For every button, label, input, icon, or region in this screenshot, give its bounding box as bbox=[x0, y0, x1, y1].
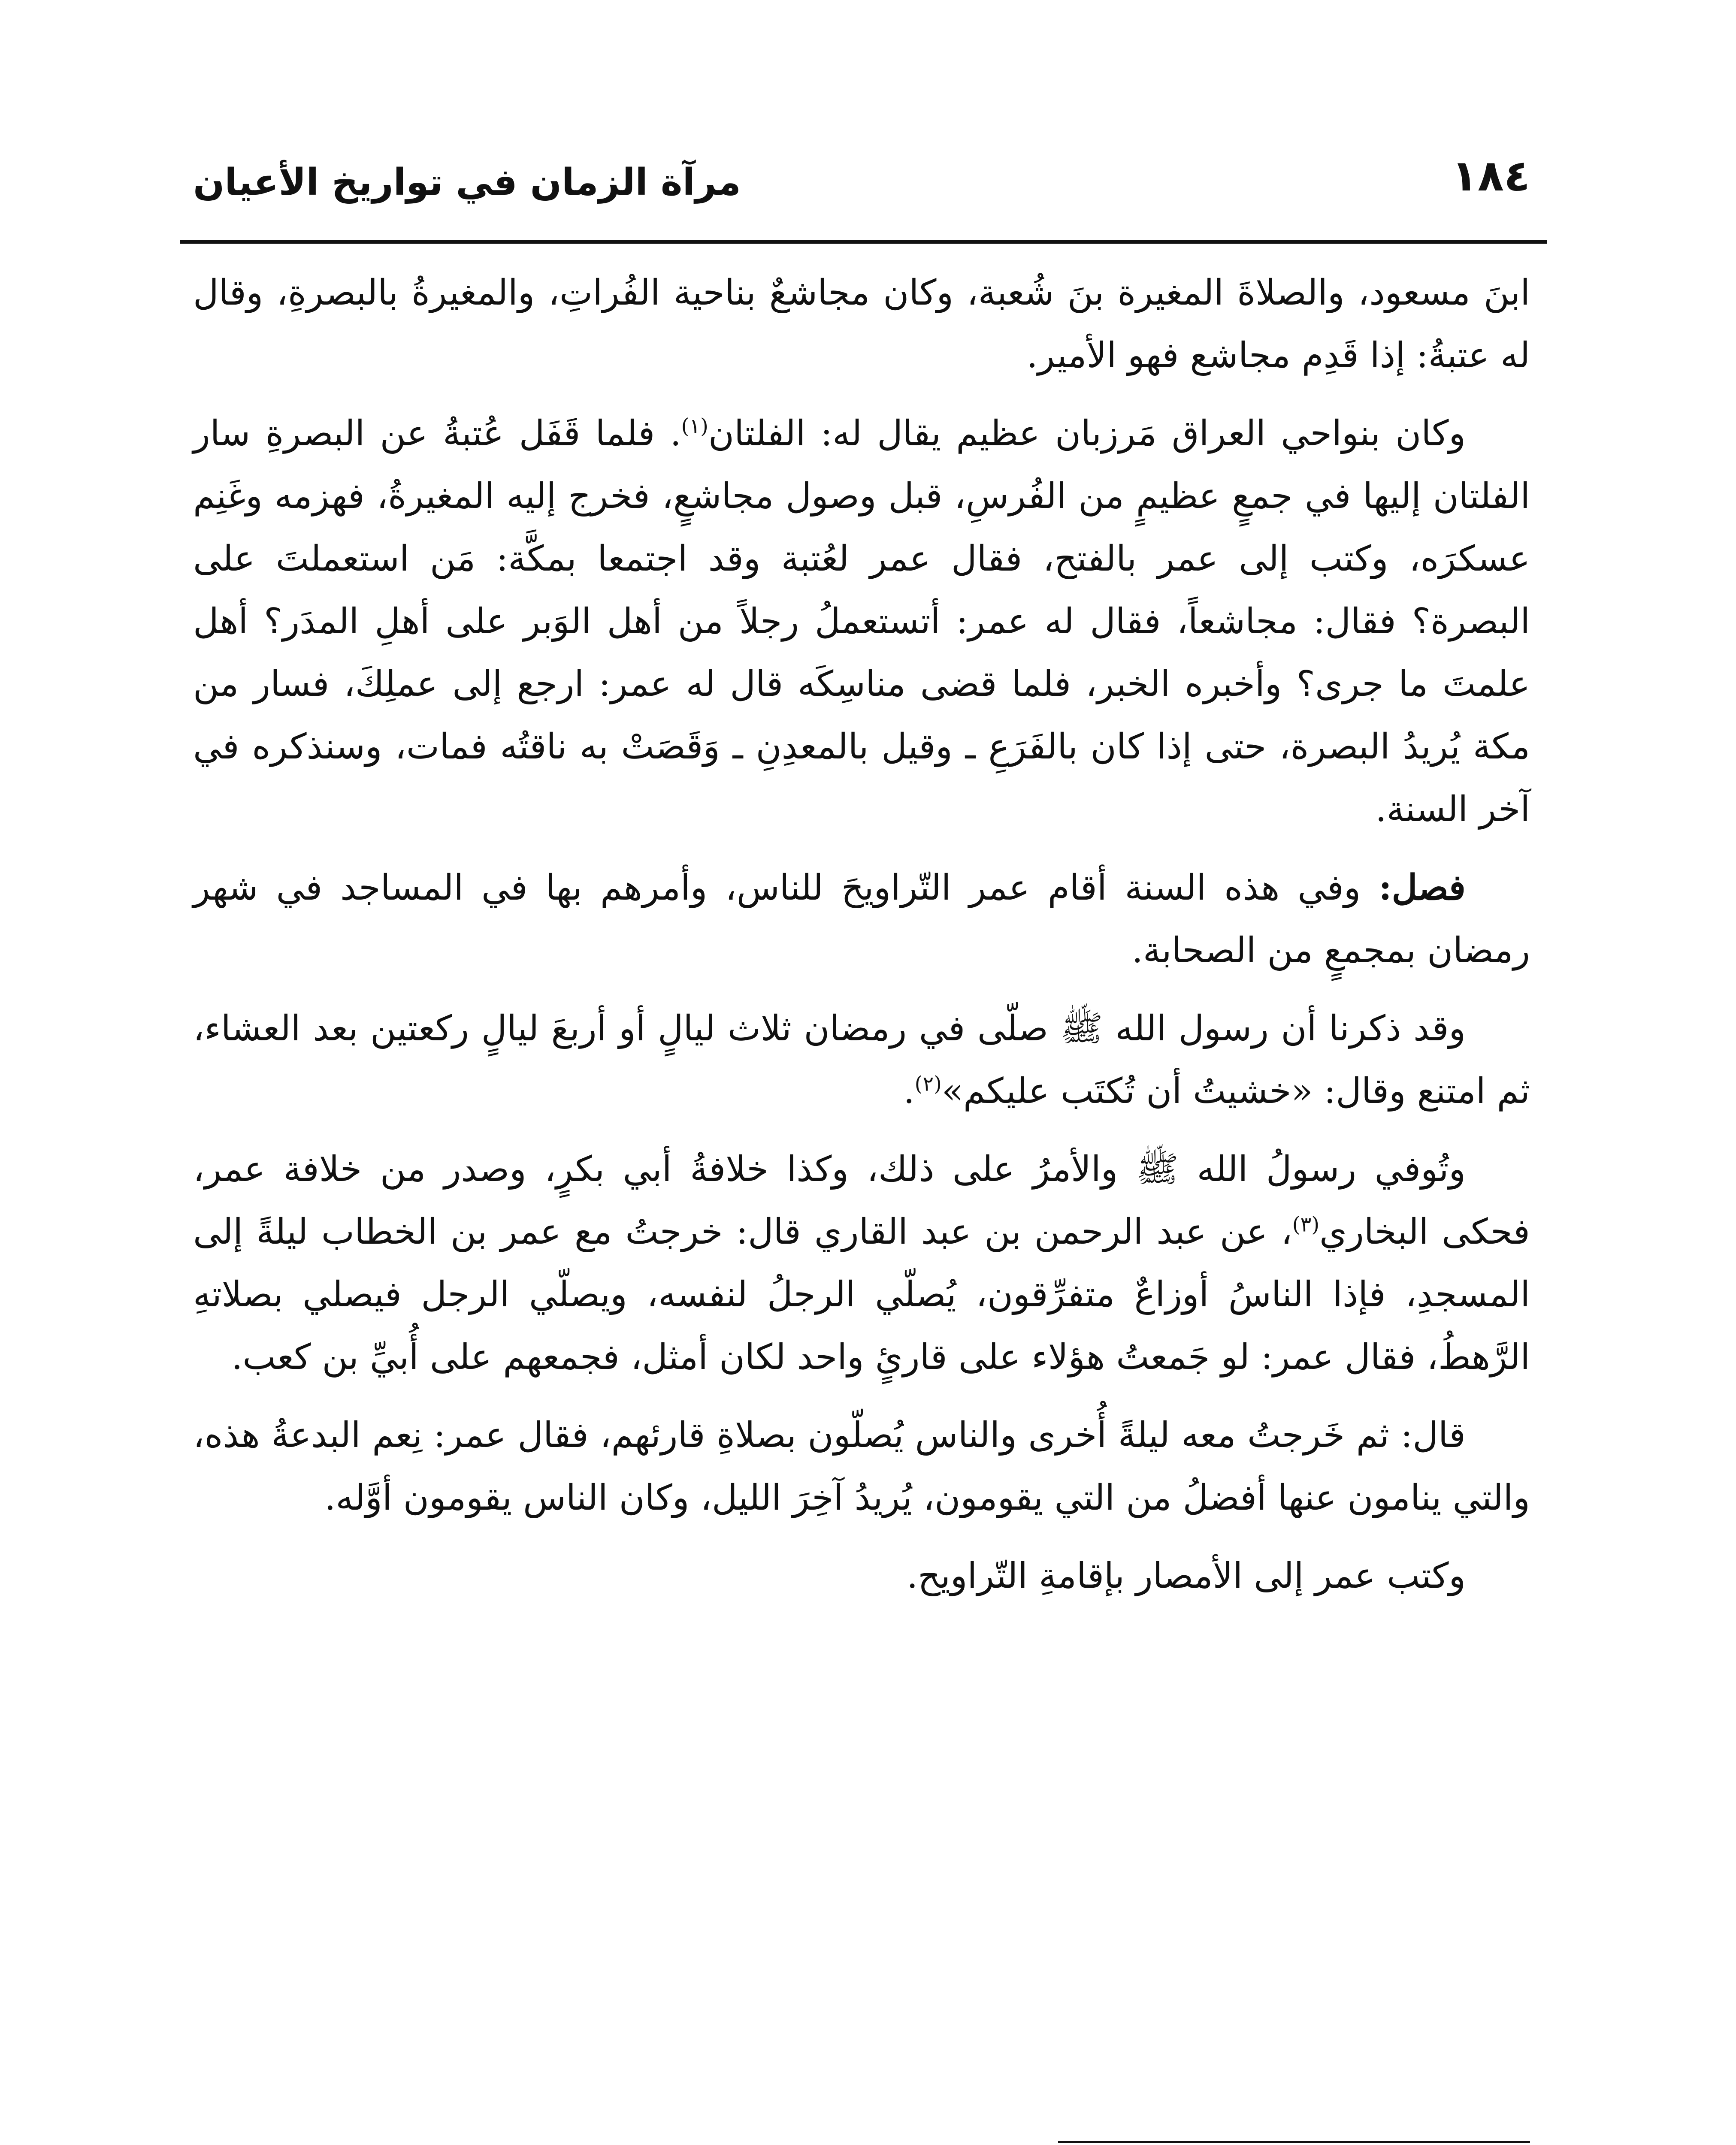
paragraph-6 bbox=[193, 1404, 1530, 1529]
section-lead: فصل: bbox=[1379, 867, 1466, 908]
paragraph-5-text-b: ، عن عبد الرحمن بن عبد القاري قال: خرجتُ مع عمر بن الخطاب ليلةً إلى المسجدِ، فإذا الناسُ أوزاعٌ متفرِّقون، يُصلّي الرجلُ لنفسه، ويصلّي الرجل فيصلي بصلاتهِ الرَّهطُ، فقال عمر: لو جَمعتُ هؤلاء على قارئٍ واحد لكان أمثل، فجمعهم على أُبيِّ بن كعب. bbox=[193, 1211, 1530, 1378]
page-header bbox=[193, 142, 1530, 219]
paragraph-1 bbox=[193, 262, 1530, 387]
paragraph-4-text-b: . bbox=[903, 1071, 915, 1112]
main-text bbox=[193, 262, 1530, 1623]
paragraph-5 bbox=[193, 1138, 1530, 1389]
paragraph-4 bbox=[193, 997, 1530, 1123]
paragraph-4-text-a: وقد ذكرنا أن رسول الله ﷺ صلّى في رمضان ثلاث ليالٍ أو أربعَ ليالٍ ركعتين بعد العشاء، ثم امتنع وقال: «خشيتُ أن تُكتَب عليكم» bbox=[193, 1008, 1530, 1112]
paragraph-7-text: وكتب عمر إلى الأمصار بإقامةِ التّراويح. bbox=[907, 1556, 1466, 1596]
paragraph-3-text: وفي هذه السنة أقام عمر التّراويحَ للناس، وأمرهم بها في المساجد في شهر رمضان بمجمعٍ من الصحابة. bbox=[193, 867, 1530, 971]
paragraph-2-text-a: وكان بنواحي العراق مَرزبان عظيم يقال له: الفلتان bbox=[708, 413, 1466, 454]
header-rule bbox=[180, 240, 1547, 244]
paragraph-5-text-a: وتُوفي رسولُ الله ﷺ والأمرُ على ذلك، وكذا خلافةُ أبي بكرٍ، وصدر من خلافة عمر، فحكى البخاري bbox=[193, 1149, 1530, 1252]
footnote-ref-3[interactable]: (٣) bbox=[1292, 1212, 1320, 1237]
paragraph-3 bbox=[193, 856, 1530, 982]
paragraph-6-text: قال: ثم خَرجتُ معه ليلةً أُخرى والناس يُصلّون بصلاةِ قارئهم، فقال عمر: نِعم البدعةُ هذه، والتي ينامون عنها أفضلُ من التي يقومون، يُريدُ آخِرَ الليل، وكان الناس يقومون أوَّله. bbox=[193, 1415, 1530, 1518]
footnote-ref-1[interactable]: (١) bbox=[681, 414, 708, 438]
paragraph-2 bbox=[193, 402, 1530, 841]
paragraph-2-text-b: . فلما قَفَل عُتبةُ عن البصرةِ سار الفلتان إليها في جمعٍ عظيمٍ من الفُرسِ، قبل وصول مجاشعٍ، فخرج إليه المغيرةُ، فهزمه وغَنِم عسكرَه، وكتب إلى عمر بالفتح، فقال عمر لعُتبة وقد اجتمعا بمكَّة: مَن استعملتَ على البصرة؟ فقال: مجاشعاً، فقال له عمر: أتستعملُ رجلاً من أهل الوَبر على أهلِ المدَر؟ أهل علمتَ ما جرى؟ وأخبره الخبر، فلما قضى مناسِكَه قال له عمر: ارجع إلى عملِكَ، فسار من مكة يُريدُ البصرة، حتى إذا كان بالفَرَعِ ـ وقيل بالمعدِنِ ـ وَقَصَتْ به ناقتُه فمات، وسنذكره في آخر السنة. bbox=[193, 413, 1530, 830]
running-title: مرآة الزمان في تواريخ الأعيان bbox=[193, 161, 741, 204]
paragraph-7 bbox=[193, 1545, 1530, 1607]
paragraph-1-text: ابنَ مسعود، والصلاةَ المغيرة بنَ شُعبة، وكان مجاشعٌ بناحية الفُراتِ، والمغيرةُ بالبصرةِ، وقال له عتبةُ: إذا قَدِم مجاشع فهو الأمير. bbox=[193, 272, 1530, 376]
footnote-ref-2[interactable]: (٢) bbox=[914, 1072, 942, 1096]
footnote-rule bbox=[1058, 2141, 1530, 2143]
page-number: ١٨٤ bbox=[1451, 151, 1530, 201]
